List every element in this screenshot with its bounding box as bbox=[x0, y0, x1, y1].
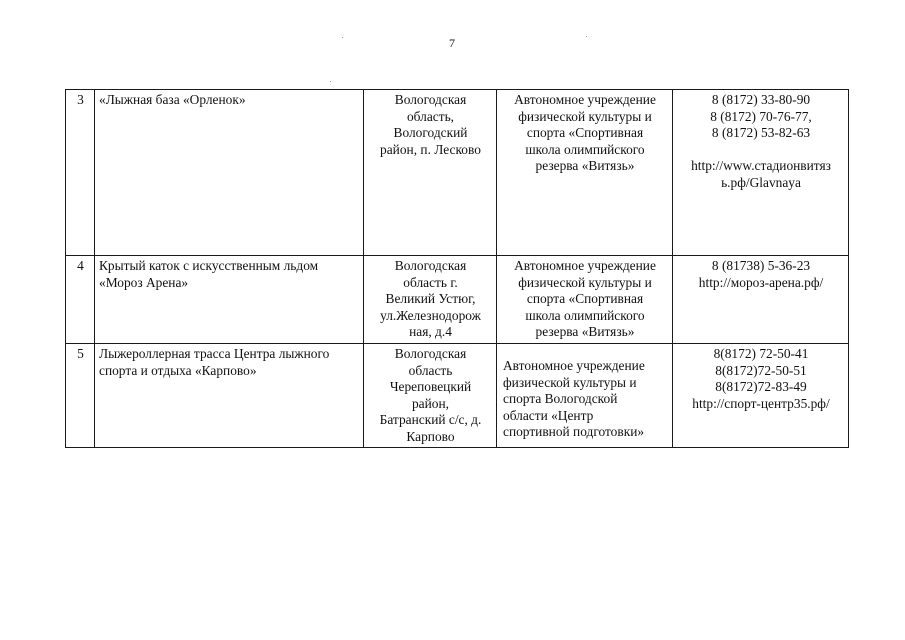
text-line: район, bbox=[411, 395, 449, 411]
phone-line: 8(8172)72-50-51 bbox=[715, 362, 807, 378]
text-line: спорта и отдыха «Карпово» bbox=[99, 362, 257, 378]
row-number: 3 bbox=[66, 90, 95, 256]
text-line: «Лыжная база «Орленок» bbox=[99, 92, 246, 107]
facility-organization bbox=[497, 256, 673, 344]
table-row bbox=[66, 90, 849, 256]
text-line: спорта «Спортивная bbox=[526, 125, 644, 140]
text-line: Великий Устюг, bbox=[385, 291, 476, 306]
facility-name bbox=[95, 344, 364, 448]
text-line: область, bbox=[406, 108, 455, 124]
text-line: ул.Железнодорож bbox=[380, 307, 481, 323]
website-line: http://спорт-центр35.рф/ bbox=[692, 395, 830, 411]
phone-line: 8 (8172) 53-82-63 bbox=[711, 125, 811, 140]
website-line: http://www.стадионвитяз bbox=[691, 158, 831, 173]
scan-speck bbox=[330, 81, 331, 82]
phone-line: 8 (8172) 33-80-90 bbox=[711, 92, 811, 107]
scan-speck bbox=[342, 37, 343, 38]
text-line: район, п. Лесково bbox=[380, 141, 481, 157]
text-line: Автономное учреждение bbox=[514, 92, 656, 107]
text-line: ная, д.4 bbox=[409, 324, 452, 339]
text-line: физической культуры и bbox=[518, 108, 652, 124]
facility-contacts bbox=[673, 90, 849, 256]
text-line: Батранский с/с, д. bbox=[379, 412, 482, 427]
text-line: школа олимпийского bbox=[525, 307, 645, 323]
facility-name bbox=[95, 90, 364, 256]
facility-organization bbox=[497, 344, 673, 448]
text-line: физической культуры и bbox=[518, 274, 652, 290]
facility-address bbox=[364, 256, 497, 344]
table-row bbox=[66, 344, 849, 448]
text-line: спорта «Спортивная bbox=[526, 291, 644, 306]
text-line: область г. bbox=[403, 274, 458, 290]
text-line: Вологодская bbox=[394, 346, 467, 361]
text-line: Автономное учреждение bbox=[503, 358, 645, 373]
text-line: Автономное учреждение bbox=[514, 258, 656, 273]
text-line: физической культуры и bbox=[503, 374, 637, 390]
text-line: Лыжероллерная трасса Центра лыжного bbox=[99, 346, 330, 361]
row-number: 5 bbox=[66, 344, 95, 448]
website-line: ь.рф/Glavnaya bbox=[721, 174, 801, 190]
text-line: резерва «Витязь» bbox=[535, 158, 635, 173]
text-line: «Мороз Арена» bbox=[99, 274, 189, 290]
text-line: Вологодская bbox=[394, 258, 467, 273]
sports-facilities-table bbox=[65, 89, 849, 448]
text-line: спорта Вологодской bbox=[503, 391, 618, 406]
facility-organization bbox=[497, 90, 673, 256]
table-row bbox=[66, 256, 849, 344]
facility-contacts bbox=[673, 256, 849, 344]
facility-contacts bbox=[673, 344, 849, 448]
phone-line: 8 (81738) 5-36-23 bbox=[711, 258, 811, 273]
facility-address bbox=[364, 90, 497, 256]
facility-address bbox=[364, 344, 497, 448]
text-line: Карпово bbox=[406, 428, 455, 444]
text-line: Вологодская bbox=[394, 92, 467, 107]
text-line: школа олимпийского bbox=[525, 141, 645, 157]
website-line: http://мороз-арена.рф/ bbox=[698, 274, 824, 290]
row-number: 4 bbox=[66, 256, 95, 344]
phone-line: 8(8172) 72-50-41 bbox=[713, 346, 809, 361]
phone-line: 8(8172)72-83-49 bbox=[715, 379, 807, 394]
text-line: Вологодский bbox=[393, 125, 468, 140]
text-line: область bbox=[408, 362, 453, 378]
page-number: 7 bbox=[449, 36, 455, 50]
scan-speck bbox=[586, 36, 587, 37]
text-line: резерва «Витязь» bbox=[535, 324, 635, 339]
phone-line: 8 (8172) 70-76-77, bbox=[710, 108, 812, 124]
blank-line bbox=[677, 142, 845, 159]
facility-name bbox=[95, 256, 364, 344]
text-line: спортивной подготовки» bbox=[503, 424, 645, 439]
text-line: Крытый каток с искусственным льдом bbox=[99, 258, 319, 273]
text-line: области «Центр bbox=[503, 407, 594, 423]
text-line: Череповецкий bbox=[389, 379, 472, 394]
